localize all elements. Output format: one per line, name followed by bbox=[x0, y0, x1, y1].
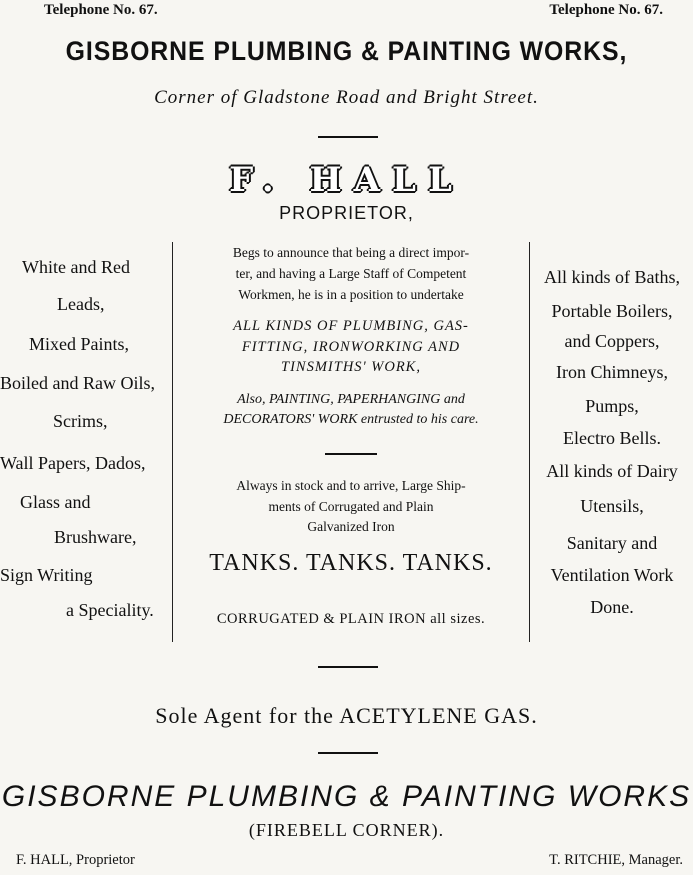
services-line: TINSMITHS' WORK, bbox=[281, 359, 421, 375]
divider-rule bbox=[318, 136, 378, 138]
right-item: Done. bbox=[590, 597, 634, 617]
stock-line: Always in stock and to arrive, Large Ship- bbox=[236, 478, 466, 493]
telephone-right: Telephone No. 67. bbox=[549, 2, 663, 18]
address-line: Corner of Gladstone Road and Bright Street. bbox=[154, 87, 539, 108]
intro-line: Begs to announce that being a direct impor- bbox=[232, 245, 470, 260]
left-item: a Speciality. bbox=[66, 600, 154, 620]
footer-manager: T. RITCHIE, Manager. bbox=[549, 852, 683, 868]
left-item: Sign Writing bbox=[0, 565, 93, 585]
sole-agent-line: Sole Agent for the ACETYLENE GAS. bbox=[155, 703, 538, 728]
right-item: and Coppers, bbox=[564, 331, 660, 351]
right-item: Sanitary and bbox=[566, 533, 658, 553]
telephone-left: Telephone No. 67. bbox=[44, 2, 158, 18]
left-item: Boiled and Raw Oils, bbox=[0, 373, 155, 393]
left-item: White and Red bbox=[22, 257, 130, 277]
right-item: Pumps, bbox=[585, 396, 639, 416]
tanks-line: TANKS. TANKS. TANKS. bbox=[209, 550, 493, 576]
proprietor-label: PROPRIETOR, bbox=[279, 203, 414, 223]
right-item: Iron Chimneys, bbox=[556, 362, 668, 382]
business-name-heading: GISBORNE PLUMBING & PAINTING WORKS, bbox=[65, 36, 628, 66]
middle-divider-rule bbox=[325, 453, 377, 455]
location-line: (FIREBELL CORNER). bbox=[248, 820, 445, 840]
right-column-divider bbox=[529, 242, 530, 642]
stock-line: Galvanized Iron bbox=[307, 519, 395, 534]
services-line: FITTING, IRONWORKING AND bbox=[241, 339, 461, 355]
proprietor-name: F. HALL bbox=[229, 160, 464, 200]
business-name-footer: GISBORNE PLUMBING & PAINTING WORKS bbox=[1, 780, 692, 813]
intro-line: Workmen, he is in a position to undertake bbox=[238, 287, 464, 302]
left-item: Scrims, bbox=[53, 411, 108, 431]
left-item: Wall Papers, Dados, bbox=[0, 453, 146, 473]
stock-line: ments of Corrugated and Plain bbox=[268, 499, 434, 514]
left-item: Mixed Paints, bbox=[29, 334, 130, 354]
divider-rule bbox=[318, 666, 378, 668]
right-item: Electro Bells. bbox=[563, 428, 661, 448]
left-item: Leads, bbox=[57, 294, 105, 314]
right-item: Utensils, bbox=[580, 496, 644, 516]
left-item: Brushware, bbox=[54, 527, 137, 547]
footer-proprietor: F. HALL, Proprietor bbox=[16, 852, 135, 868]
also-line: DECORATORS' WORK entrusted to his care. bbox=[223, 412, 479, 427]
intro-line: ter, and having a Large Staff of Competent bbox=[235, 266, 467, 281]
also-line: Also, PAINTING, PAPERHANGING and bbox=[237, 392, 465, 407]
services-line: ALL KINDS OF PLUMBING, GAS- bbox=[233, 318, 469, 334]
right-item: Portable Boilers, bbox=[551, 301, 673, 321]
right-item: Ventilation Work bbox=[550, 565, 674, 585]
right-item: All kinds of Baths, bbox=[543, 267, 680, 287]
divider-rule bbox=[318, 752, 378, 754]
left-column-divider bbox=[172, 242, 173, 642]
corrugated-line: CORRUGATED & PLAIN IRON all sizes. bbox=[216, 611, 486, 627]
left-item: Glass and bbox=[20, 492, 91, 512]
right-item: All kinds of Dairy bbox=[546, 461, 678, 481]
